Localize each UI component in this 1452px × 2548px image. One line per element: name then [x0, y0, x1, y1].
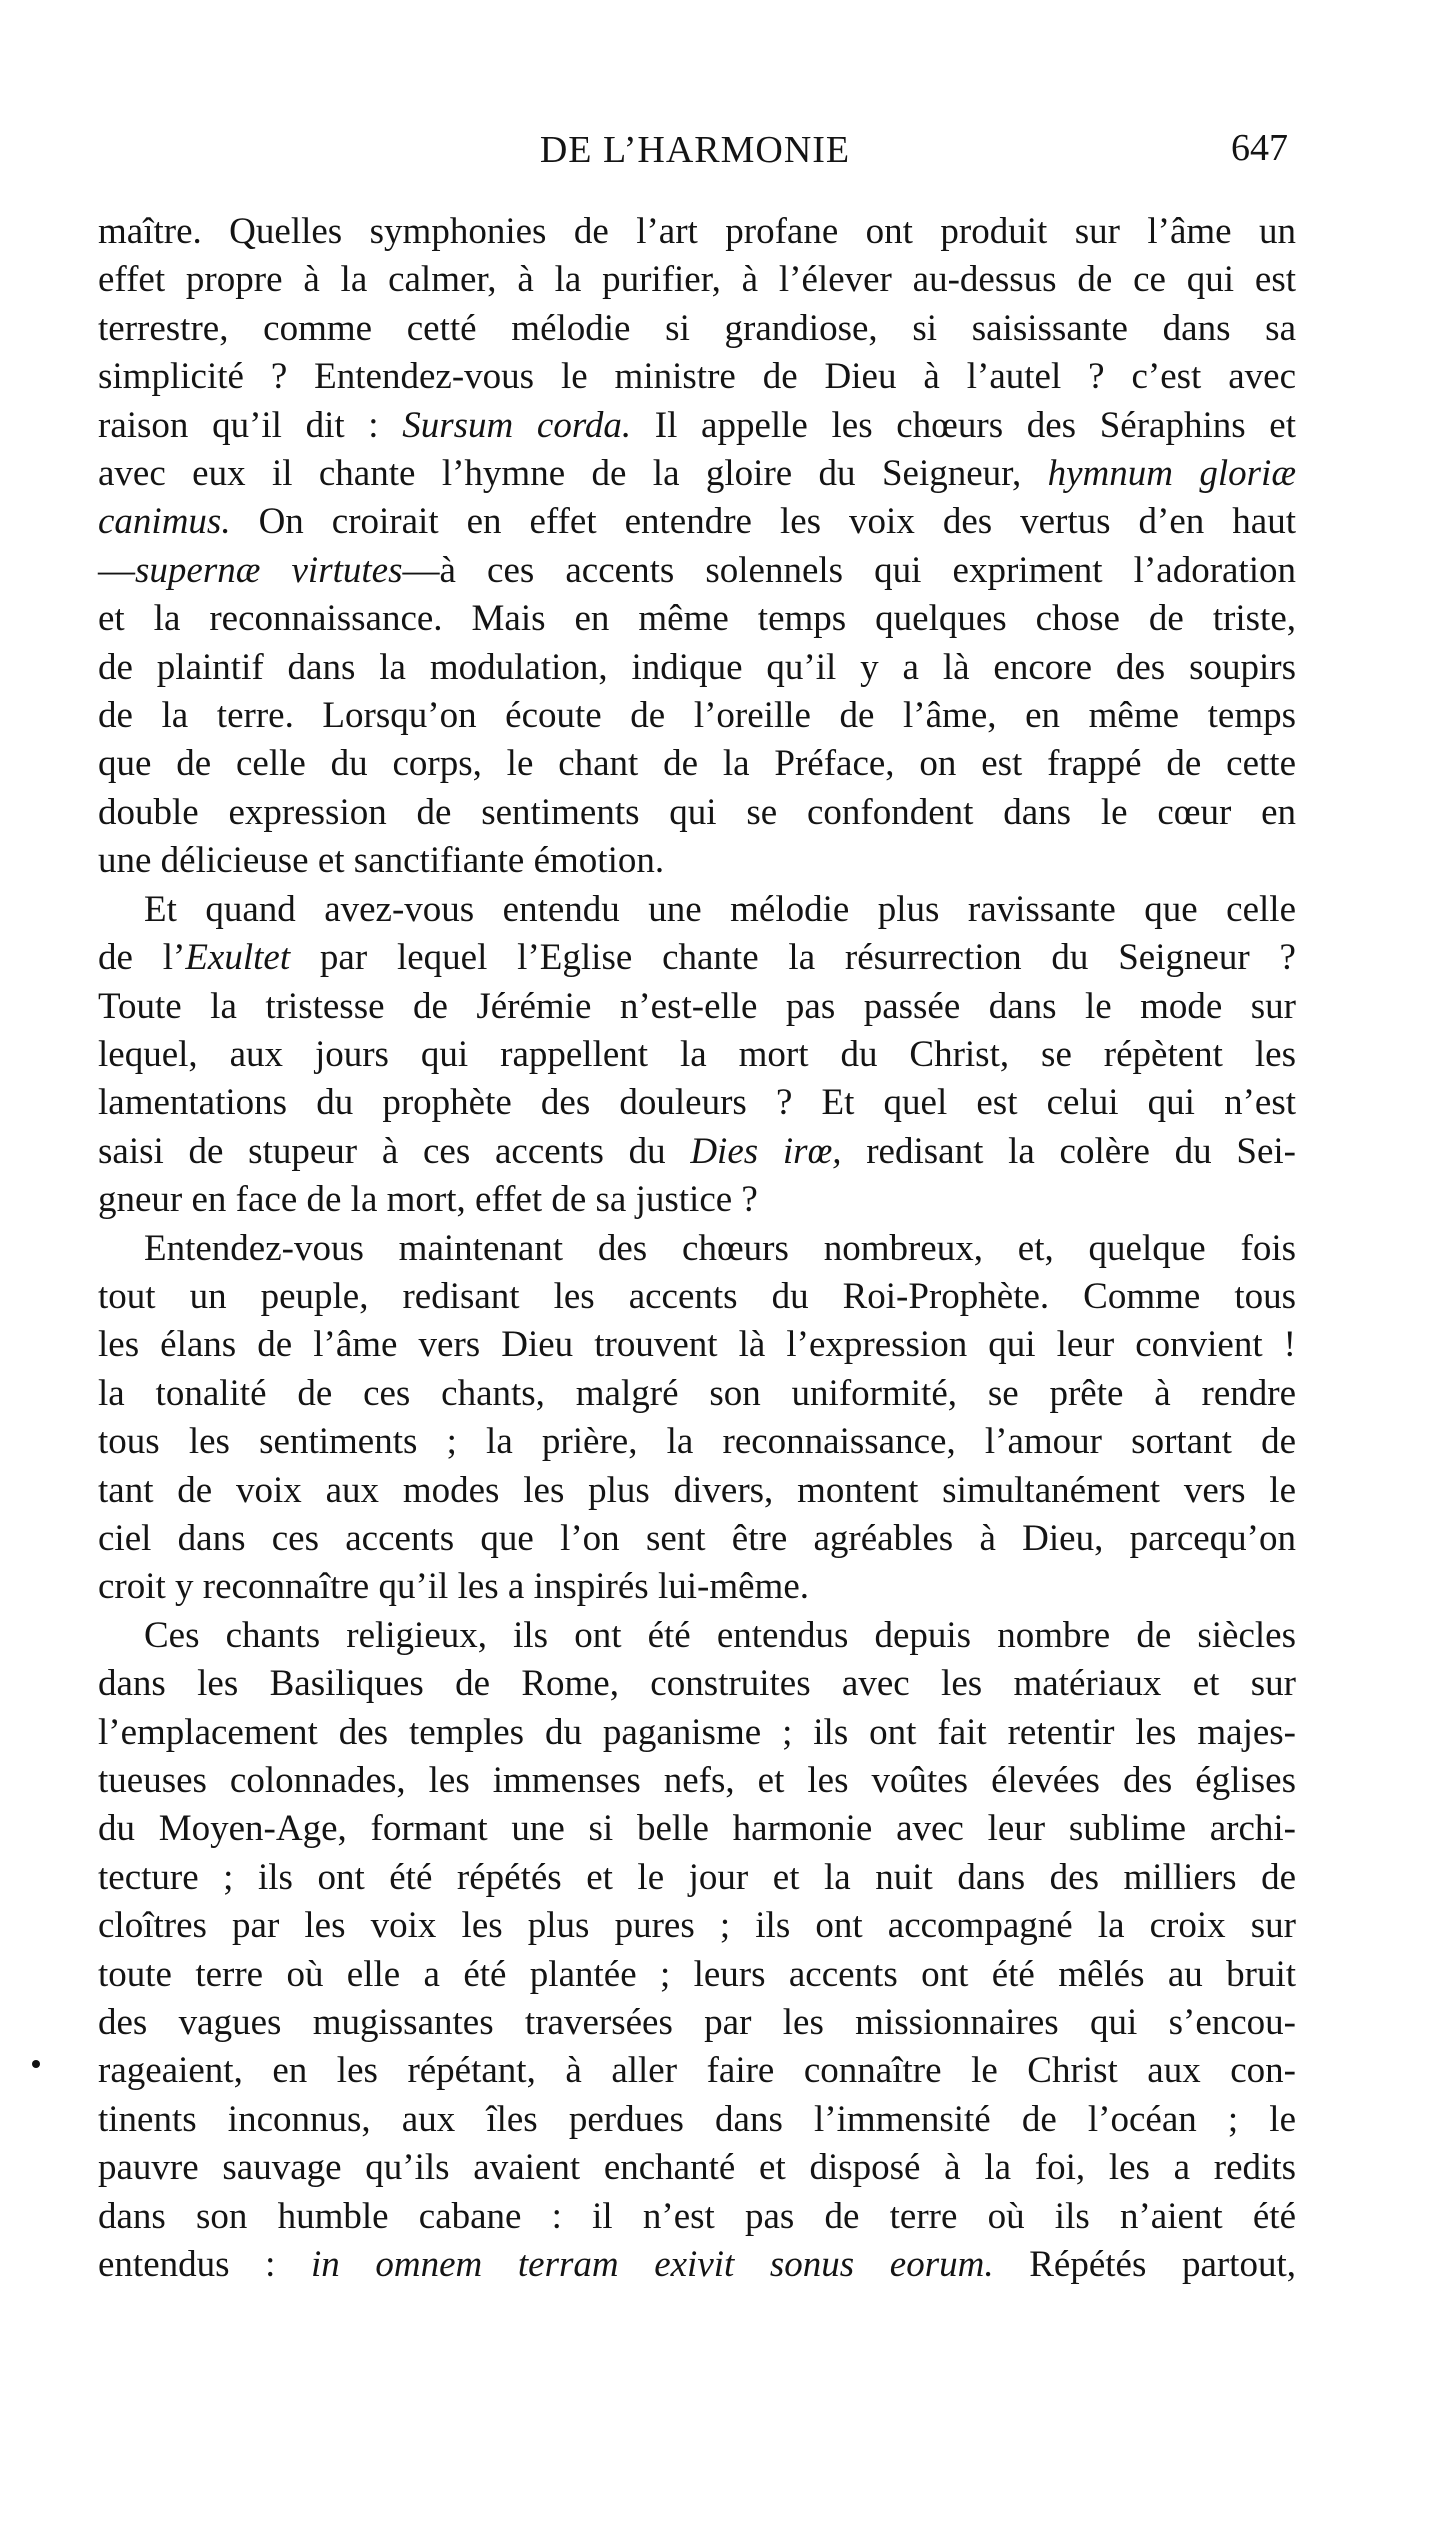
text-segment: terrestre, comme cetté mélodie si grandiose, si saisissante dans sa: [98, 307, 1296, 349]
text-line: [98, 2047, 1296, 2095]
text-line: [98, 644, 1296, 692]
text-line: [98, 2193, 1296, 2241]
text-line: [98, 1467, 1296, 1515]
text-line: [98, 595, 1296, 643]
text-line: [98, 886, 1296, 934]
text-segment: lamentations du prophète des douleurs ? Et quel est celui qui n’est: [98, 1082, 1296, 1124]
text-segment: saisi de stupeur à ces accents du: [98, 1130, 691, 1172]
text-line: [98, 353, 1296, 401]
text-segment: redisant la colère du Sei-: [841, 1130, 1296, 1172]
text-line: [98, 837, 1296, 885]
italic-text: in omnem terram exivit sonus eorum.: [311, 2244, 994, 2286]
text-segment: simplicité ? Entendez-vous le ministre de Dieu à l’autel ? c’est avec: [98, 356, 1296, 398]
text-segment: de l’: [98, 937, 186, 979]
text-segment: tant de voix aux modes les plus divers, montent simultanément vers le: [98, 1469, 1296, 1511]
text-line: [98, 1031, 1296, 1079]
text-line: [98, 1515, 1296, 1563]
text-segment: pauvre sauvage qu’ils avaient enchanté et disposé à la foi, les a redits: [98, 2147, 1296, 2189]
text-line: [98, 450, 1296, 498]
text-line: [98, 2096, 1296, 2144]
text-segment: une délicieuse et sanctifiante émotion.: [98, 840, 665, 882]
text-line: [98, 1854, 1296, 1902]
page-number: 647: [1231, 127, 1288, 169]
text-line: [98, 1273, 1296, 1321]
text-segment: Il appelle les chœurs des Séraphins et: [631, 404, 1297, 446]
text-line: [98, 1176, 1296, 1224]
text-segment: tout un peuple, redisant les accents du Roi-Prophète. Comme tous: [98, 1275, 1296, 1317]
text-line: [98, 740, 1296, 788]
text-line: [98, 1999, 1296, 2047]
text-segment: raison qu’il dit :: [98, 404, 403, 446]
text-segment: et la reconnaissance. Mais en même temps quelques chose de triste,: [98, 598, 1296, 640]
text-segment: cloîtres par les voix les plus pures ; ils ont accompagné la croix sur: [98, 1905, 1296, 1947]
text-line: [98, 2241, 1296, 2289]
text-line: [98, 1612, 1296, 1660]
italic-text: hymnum gloriæ: [1047, 453, 1297, 495]
text-segment: Répétés partout,: [993, 2244, 1296, 2286]
text-line: [98, 498, 1296, 546]
italic-text: supernæ virtutes: [135, 549, 403, 591]
text-segment: croit y reconnaître qu’il les a inspirés lui-même.: [98, 1566, 809, 1608]
text-segment: entendus :: [98, 2244, 312, 2286]
italic-text: Exultet: [185, 937, 291, 979]
text-segment: de la terre. Lorsqu’on écoute de l’oreille de l’âme, en même temps: [98, 695, 1296, 737]
text-line: [98, 1660, 1296, 1708]
text-segment: des vagues mugissantes traversées par les missionnaires qui s’encou-: [98, 2002, 1296, 2044]
text-segment: rageaient, en les répétant, à aller faire connaître le Christ aux con-: [98, 2050, 1296, 2092]
text-segment: lequel, aux jours qui rappellent la mort du Christ, se répètent les: [98, 1033, 1296, 1075]
text-segment: la tonalité de ces chants, malgré son uniformité, se prête à rendre: [98, 1372, 1296, 1414]
text-line: [98, 1418, 1296, 1466]
text-line: [98, 1951, 1296, 1999]
text-line: [98, 402, 1296, 450]
text-segment: que de celle du corps, le chant de la Préface, on est frappé de cette: [98, 743, 1296, 785]
text-line: [98, 692, 1296, 740]
text-segment: tous les sentiments ; la prière, la reconnaissance, l’amour sortant de: [98, 1421, 1296, 1463]
text-line: [98, 934, 1296, 982]
body-text: [98, 208, 1296, 2289]
text-segment: tecture ; ils ont été répétés et le jour et la nuit dans des milliers de: [98, 1856, 1296, 1898]
italic-text: canimus.: [98, 501, 231, 543]
text-segment: tinents inconnus, aux îles perdues dans l’immensité de l’océan ; le: [98, 2098, 1296, 2140]
italic-text: Sursum corda.: [402, 404, 632, 446]
text-segment: dans son humble cabane : il n’est pas de terre où ils n’aient été: [98, 2195, 1296, 2237]
text-segment: du Moyen-Age, formant une si belle harmonie avec leur sublime archi-: [98, 1808, 1296, 1850]
text-line: [98, 1370, 1296, 1418]
text-segment: toute terre où elle a été plantée ; leurs accents ont été mêlés au bruit: [98, 1953, 1296, 1995]
text-line: [98, 1709, 1296, 1757]
text-segment: gneur en face de la mort, effet de sa justice ?: [98, 1179, 758, 1221]
text-line: [98, 1902, 1296, 1950]
text-segment: —à ces accents solennels qui expriment l’adoration: [402, 549, 1296, 591]
text-segment: effet propre à la calmer, à la purifier, à l’élever au-dessus de ce qui est: [98, 259, 1296, 301]
text-segment: —: [98, 549, 135, 591]
text-segment: avec eux il chante l’hymne de la gloire du Seigneur,: [98, 453, 1048, 495]
text-line: [98, 983, 1296, 1031]
text-segment: double expression de sentiments qui se confondent dans le cœur en: [98, 791, 1296, 833]
text-segment: dans les Basiliques de Rome, construites avec les matériaux et sur: [98, 1663, 1296, 1705]
text-segment: l’emplacement des temples du paganisme ; ils ont fait retentir les majes-: [98, 1711, 1296, 1753]
text-segment: de plaintif dans la modulation, indique qu’il y a là encore des soupirs: [98, 646, 1296, 688]
text-line: [98, 1805, 1296, 1853]
text-line: [98, 789, 1296, 837]
text-line: [98, 1079, 1296, 1127]
running-title: DE L’HARMONIE: [539, 129, 851, 171]
text-segment: Et quand avez-vous entendu une mélodie plus ravissante que celle: [144, 888, 1296, 930]
text-segment: On croirait en effet entendre les voix des vertus d’en haut: [230, 501, 1296, 543]
text-line: [98, 1321, 1296, 1369]
text-line: [98, 208, 1296, 256]
text-line: [98, 547, 1296, 595]
text-segment: les élans de l’âme vers Dieu trouvent là l’expression qui leur convient !: [98, 1324, 1296, 1366]
italic-text: Dies irœ,: [690, 1130, 842, 1172]
text-line: [98, 2144, 1296, 2192]
text-segment: Toute la tristesse de Jérémie n’est-elle pas passée dans le mode sur: [98, 985, 1296, 1027]
text-segment: Ces chants religieux, ils ont été entendus depuis nombre de siècles: [144, 1614, 1296, 1656]
text-line: [98, 1128, 1296, 1176]
margin-ink-dot: [32, 2060, 40, 2068]
text-line: [98, 256, 1296, 304]
text-segment: ciel dans ces accents que l’on sent être agréables à Dieu, parcequ’on: [98, 1517, 1296, 1559]
text-segment: par lequel l’Eglise chante la résurrection du Seigneur ?: [290, 937, 1296, 979]
text-line: [98, 305, 1296, 353]
text-line: [98, 1563, 1296, 1611]
running-head: [0, 124, 1452, 174]
text-line: [98, 1757, 1296, 1805]
text-segment: maître. Quelles symphonies de l’art profane ont produit sur l’âme un: [98, 211, 1296, 252]
text-segment: Entendez-vous maintenant des chœurs nombreux, et, quelque fois: [144, 1227, 1296, 1269]
text-segment: tueuses colonnades, les immenses nefs, et les voûtes élevées des églises: [98, 1760, 1296, 1801]
text-line: [98, 1225, 1296, 1273]
